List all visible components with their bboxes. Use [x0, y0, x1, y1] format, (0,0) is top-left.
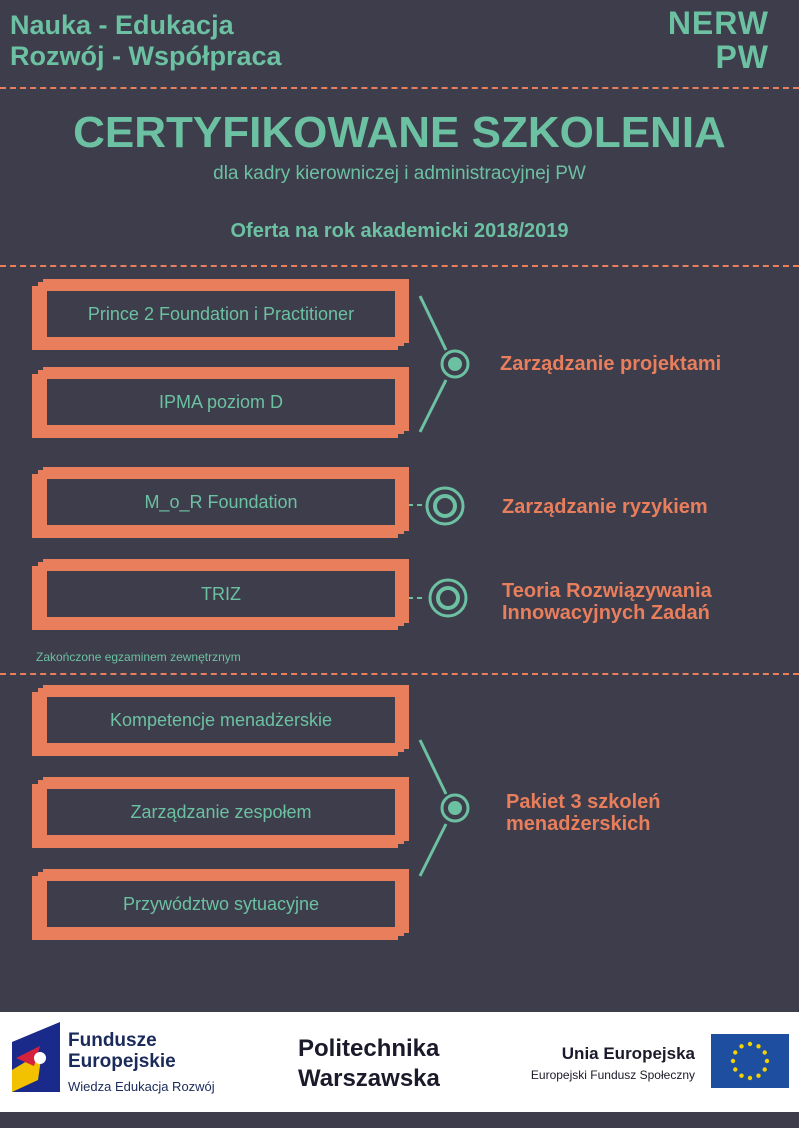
eu-star-icon [733, 1067, 737, 1071]
connector-line [420, 740, 446, 794]
pw-logo-text [298, 1034, 440, 1094]
eu-star-icon [765, 1059, 769, 1063]
course-label: IPMA poziom D [158, 391, 284, 412]
eu-star-icon [739, 1044, 743, 1048]
course-label: M_o_R Foundation [144, 491, 298, 512]
course-box-ipma [38, 370, 404, 434]
connector-line [420, 380, 446, 432]
offer-heading: Oferta na rok akademicki 2018/2019 [230, 220, 569, 242]
bullet-circle-icon [430, 580, 466, 616]
course-box-kompetencje [38, 688, 404, 752]
category-triz [502, 580, 712, 624]
eu-star-icon [733, 1050, 737, 1054]
course-box-prince2 [38, 282, 404, 346]
bullet-ring-icon [438, 588, 458, 608]
eu-star-icon [748, 1076, 752, 1080]
pw-line-2: Warszawska [298, 1065, 440, 1092]
tagline-line-1: Nauka - Edukacja [10, 10, 234, 40]
bullet-ring-icon [435, 496, 455, 516]
fe-line-3: Wiedza Edukacja Rozwój [68, 1079, 215, 1094]
category-managers-line-1: Pakiet 3 szkoleń [506, 791, 661, 813]
category-triz-line-2: Innowacyjnych Zadań [502, 602, 710, 624]
ue-line-2: Europejski Fundusz Społeczny [530, 1068, 695, 1082]
connector-line [420, 296, 446, 350]
divider-middle-bottom [0, 673, 799, 675]
category-projects: Zarządzanie projektami [500, 353, 722, 375]
fe-flag-icon [12, 1022, 60, 1092]
category-managers-line-2: menadżerskich [506, 813, 651, 835]
eu-star-icon [763, 1050, 767, 1054]
category-triz-line-1: Teoria Rozwiązywania [502, 580, 712, 602]
eu-star-icon [731, 1059, 735, 1063]
category-managers [506, 791, 661, 835]
exam-note: Zakończone egzaminem zewnętrznym [36, 650, 241, 664]
course-box-mor [38, 470, 404, 534]
eu-star-icon [756, 1074, 760, 1078]
brand-line-1: NERW [667, 5, 769, 41]
eu-star-icon [763, 1067, 767, 1071]
fe-logo-text [68, 1030, 215, 1097]
course-label: Przywództwo sytuacyjne [122, 893, 320, 914]
eu-star-icon [748, 1042, 752, 1046]
fe-line-2: Europejskie [68, 1051, 176, 1072]
eu-star-icon [739, 1074, 743, 1078]
brand-line-2: PW [715, 39, 769, 75]
page-title: CERTYFIKOWANE SZKOLENIA [73, 108, 726, 157]
page-subtitle: dla kadry kierowniczej i administracyjnej PW [213, 163, 586, 184]
ue-line-1: Unia Europejska [561, 1044, 695, 1063]
course-label: Zarządzanie zespołem [130, 801, 312, 822]
footer-logos [0, 1012, 799, 1112]
tagline-line-2: Rozwój - Współpraca [10, 41, 282, 71]
category-risk: Zarządzanie ryzykiem [502, 496, 708, 518]
bullet-dot-icon [448, 357, 462, 371]
course-label: TRIZ [201, 583, 241, 604]
bullet-circle-icon [427, 488, 463, 524]
pw-line-1: Politechnika [298, 1035, 440, 1062]
course-box-przywodztwo [38, 872, 404, 936]
connector-line [420, 824, 446, 876]
course-box-zespol [38, 780, 404, 844]
course-label: Kompetencje menadżerskie [109, 709, 333, 730]
ue-logo-text [530, 1044, 695, 1082]
bullet-dot-icon [448, 801, 462, 815]
eu-star-icon [756, 1044, 760, 1048]
fe-line-1: Fundusze [68, 1030, 157, 1051]
course-label: Prince 2 Foundation i Practitioner [87, 303, 355, 324]
course-box-triz [38, 562, 404, 626]
eu-flag-icon [711, 1034, 789, 1088]
